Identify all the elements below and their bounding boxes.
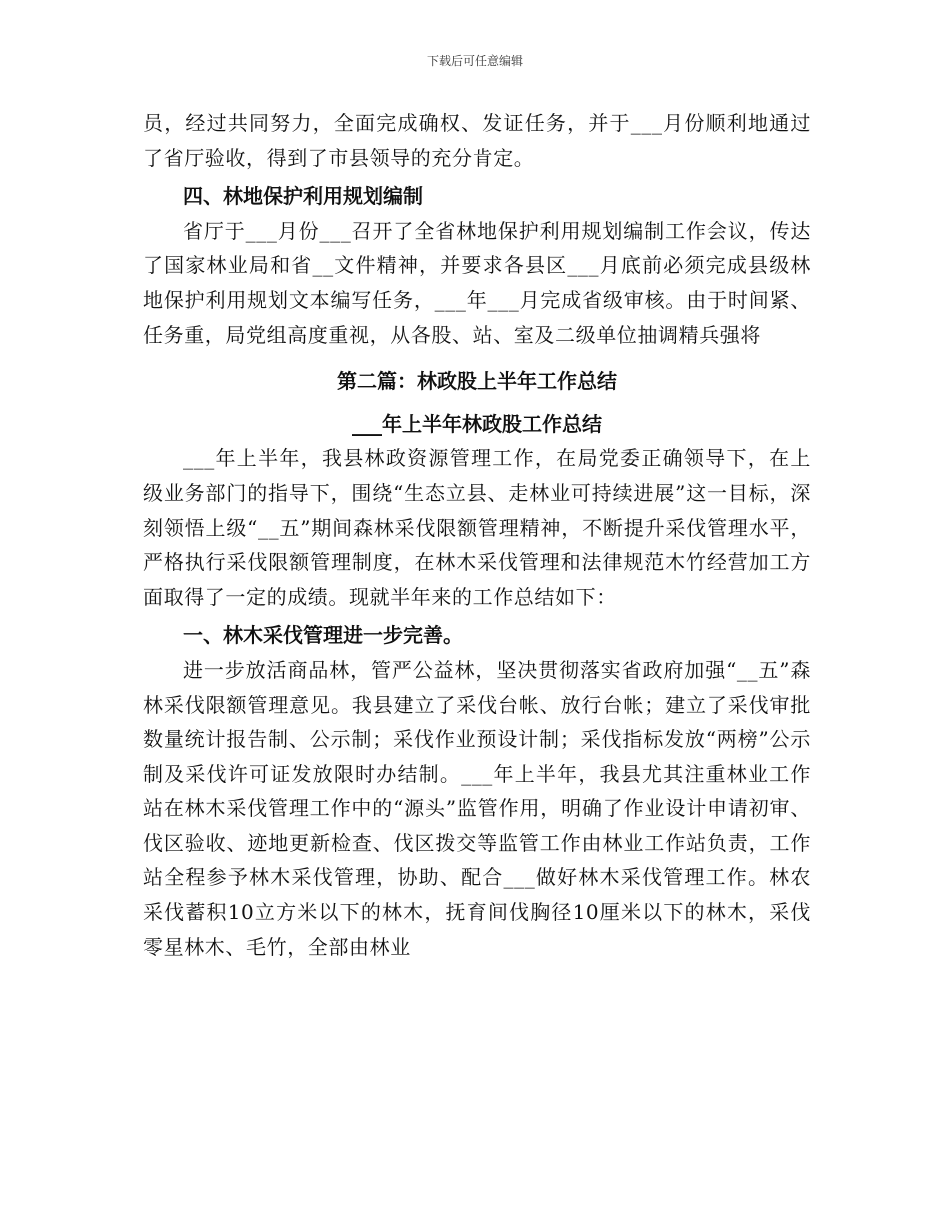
section-heading-4: 四、林地保护利用规划编制	[183, 184, 423, 209]
page-header: 下载后可任意编辑	[426, 54, 523, 68]
paragraph-logging-management: 进一步放活商品林，管严公益林，坚决贯彻落实省政府加强“__五”森林采伐限额管理意见。我县建立了采伐台帐、放行台帐；建立了采伐审批数量统计报告制、公示制；采伐作业预设计制；采伐指标发放“两榜”公示制及采伐许可证发放限时办结制。___年上半年，我县尤其注重林业工作站在林木采伐管理工作中的“源头”监管作用，明确了作业设计申请初审、伐区验收、迹地更新检查、伐区拨交等监管工作由林业工作站负责，工作站全程参予林木采伐管理，协助、配合___做好林木采伐管理工作。林农采伐蓄积10立方米以下的林木，抚育间伐胸径10厘米以下的林木，采伐零星林木、毛竹，全部由林业	[143, 657, 811, 959]
paragraph-forest-planning: 省厅于___月份___召开了全省林地保护利用规划编制工作会议，传达了国家林业局和省__文件精神，并要求各县区___月底前必须完成县级林地保护利用规划文本编写任务，___年___月完成省级审核。由于时间紧、任务重，局党组高度重视，从各股、站、室及二级单位抽调精兵强将	[143, 218, 811, 347]
document-title: ___年上半年林政股工作总结	[352, 411, 602, 436]
paragraph-intro: ___年上半年，我县林政资源管理工作，在局党委正确领导下，在上级业务部门的指导下，围绕“生态立县、走林业可持续进展”这一目标，深刻领悟上级“__五”期间森林采伐限额管理精神，不断提升采伐管理水平，严格执行采伐限额管理制度，在林木采伐管理和法律规范木竹经营加工方面取得了一定的成绩。现就半年来的工作总结如下：	[143, 446, 811, 609]
document-body	[143, 106, 811, 964]
paragraph-continuation: 员，经过共同努力，全面完成确权、发证任务，并于___月份顺利地通过了省厅验收，得到了市县领导的充分肯定。	[143, 111, 811, 170]
chapter-title: 第二篇：林政股上半年工作总结	[337, 369, 617, 394]
section-heading-1: 一、林木采伐管理进一步完善。	[183, 623, 463, 648]
